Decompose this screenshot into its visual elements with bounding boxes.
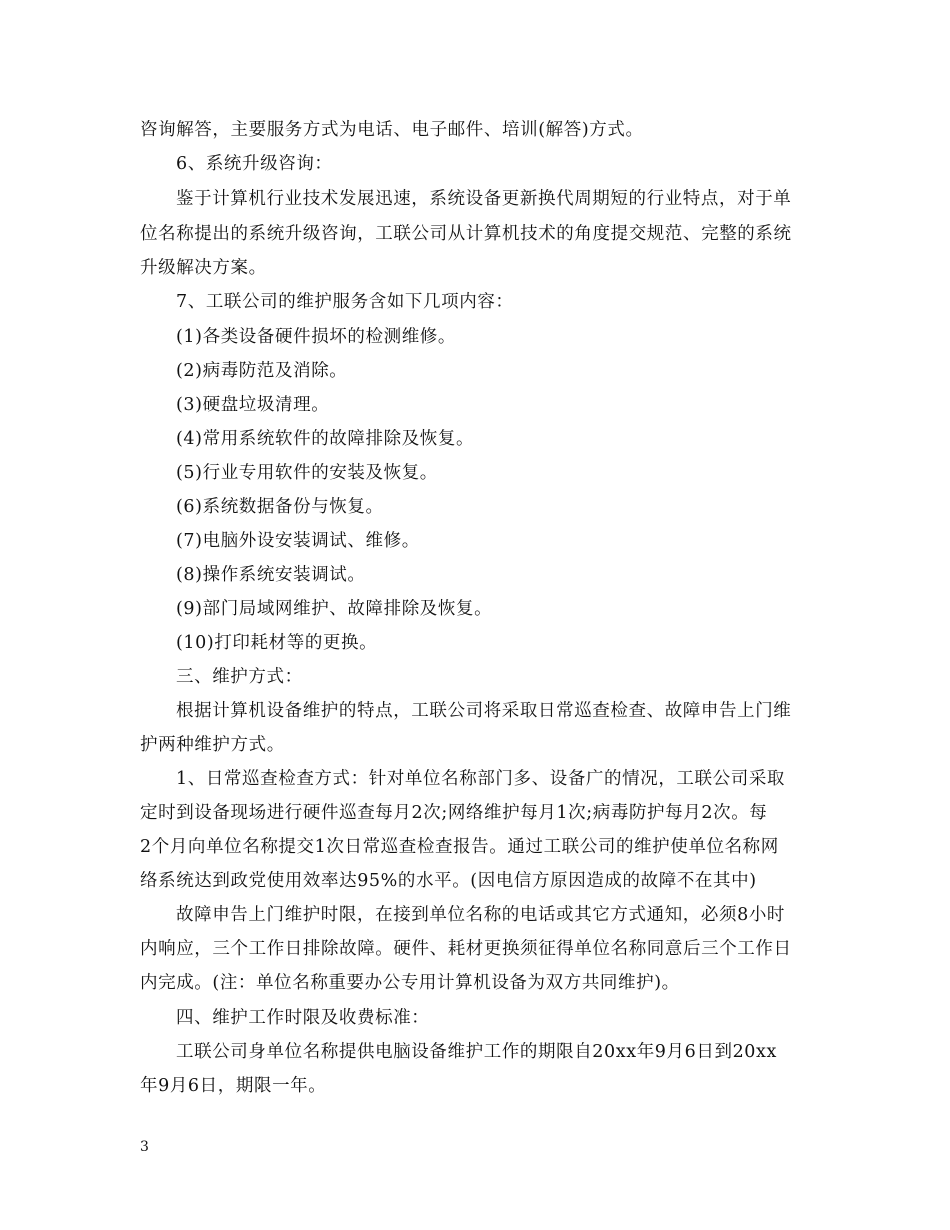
page-number: 3	[140, 1139, 149, 1155]
list-item: (6)系统数据备份与恢复。	[176, 497, 384, 517]
text-line: 工联公司身单位名称提供电脑设备维护工作的期限自20xx年9月6日到20xx	[176, 1042, 777, 1062]
text-line: 故障申告上门维护时限，在接到单位名称的电话或其它方式通知，必须8小时	[176, 905, 786, 925]
text-line: 护两种维护方式。	[140, 735, 285, 755]
text-line: 年9月6日，期限一年。	[140, 1076, 327, 1096]
list-item: (10)打印耗材等的更换。	[176, 633, 378, 653]
text-line: 咨询解答，主要服务方式为电话、电子邮件、培训(解答)方式。	[140, 120, 644, 140]
text-line: 升级解决方案。	[140, 258, 267, 278]
text-line: 7、工联公司的维护服务含如下几项内容：	[176, 292, 514, 312]
list-item: (9)部门局域网维护、故障排除及恢复。	[176, 599, 493, 619]
list-item: (1)各类设备硬件损坏的检测维修。	[176, 327, 456, 347]
section-heading: 四、维护工作时限及收费标准：	[176, 1008, 430, 1028]
text-line: 6、系统升级咨询：	[176, 154, 333, 174]
text-line: 内响应，三个工作日排除故障。硬件、耗材更换须征得单位名称同意后三个工作日	[140, 939, 792, 959]
text-line: 1、日常巡查检查方式：针对单位名称部门多、设备广的情况，工联公司采取	[176, 769, 786, 789]
text-line: 2个月向单位名称提交1次日常巡查检查报告。通过工联公司的维护使单位名称网	[140, 837, 779, 857]
text-line: 内完成。(注：单位名称重要办公专用计算机设备为双方共同维护)。	[140, 973, 680, 993]
text-line: 位名称提出的系统升级咨询，工联公司从计算机技术的角度提交规范、完整的系统	[140, 224, 792, 244]
list-item: (7)电脑外设安装调试、维修。	[176, 531, 420, 551]
text-line: 络系统达到政党使用效率达95%的水平。(因电信方原因造成的故障不在其中)	[140, 871, 757, 891]
text-line: 定时到设备现场进行硬件巡查每月2次;网络维护每月1次;病毒防护每月2次。每	[140, 803, 768, 823]
list-item: (3)硬盘垃圾清理。	[176, 395, 330, 415]
list-item: (4)常用系统软件的故障排除及恢复。	[176, 429, 475, 449]
list-item: (5)行业专用软件的安装及恢复。	[176, 463, 438, 483]
text-line: 根据计算机设备维护的特点，工联公司将采取日常巡查检查、故障申告上门维	[176, 701, 792, 721]
text-line: 鉴于计算机行业技术发展迅速，系统设备更新换代周期短的行业特点，对于单	[176, 189, 792, 209]
section-heading: 三、维护方式：	[176, 667, 303, 687]
list-item: (2)病毒防范及消除。	[176, 361, 348, 381]
list-item: (8)操作系统安装调试。	[176, 565, 366, 585]
